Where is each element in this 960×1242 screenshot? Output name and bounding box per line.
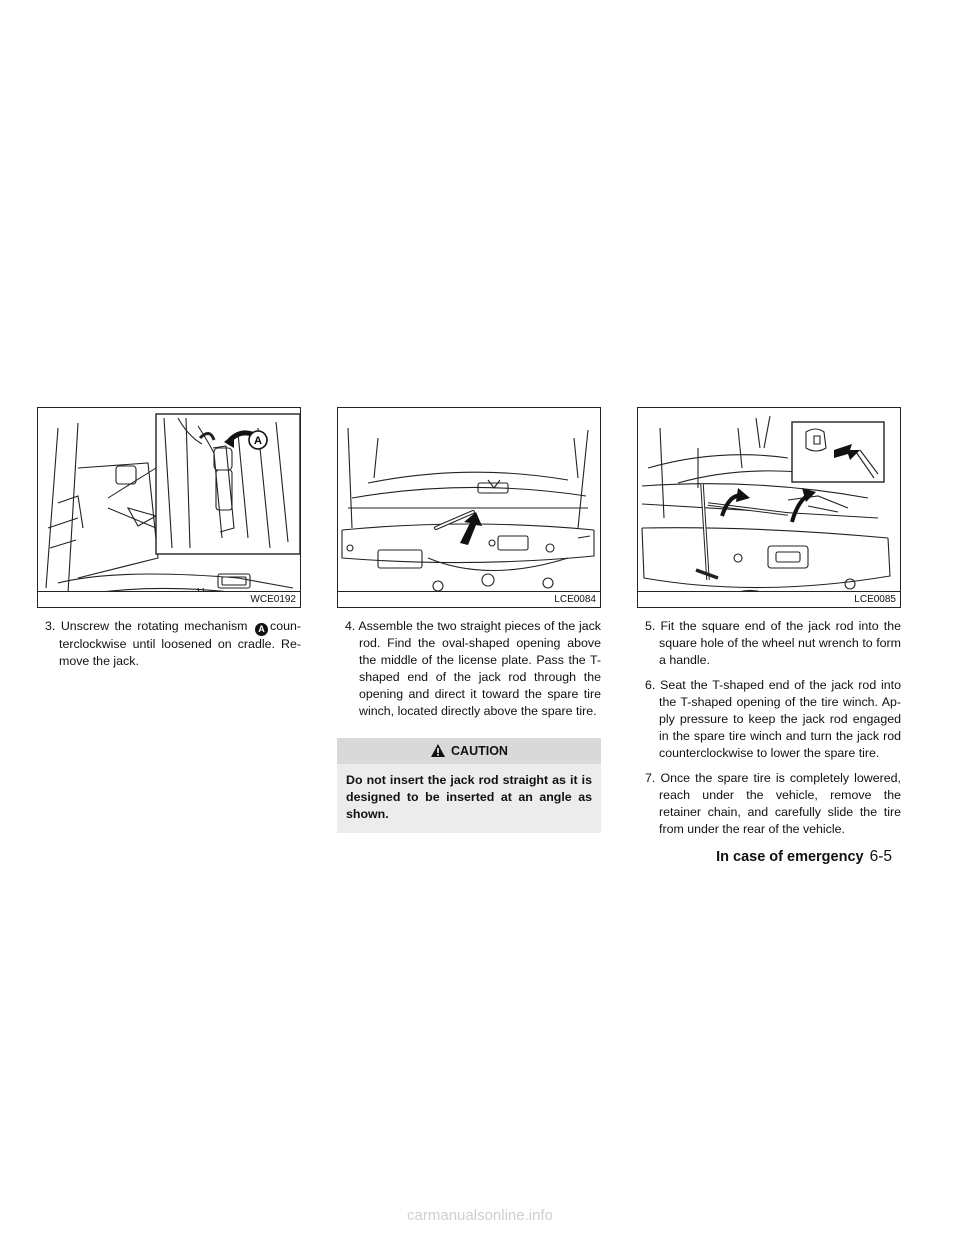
step-text: Unscrew the rotating mechanism (60, 619, 248, 633)
caution-text: Do not insert the jack rod straight as it is designed to be inserted at an angle as shown. (337, 764, 601, 833)
column-2 (337, 407, 601, 833)
column-3 (637, 407, 901, 838)
column-1 (37, 407, 301, 670)
marker-a-icon: A (255, 623, 268, 636)
winch-illustration (638, 408, 900, 607)
section-title: In case of emergency (716, 849, 864, 865)
figure-code: WCE0192 (38, 591, 300, 607)
step-text: Assemble the two straight pieces of the jack rod. Find the oval-shaped opening above the middle of the license plate. Pass the T-shaped end of the jack rod through the opening and direct it toward the spare tire winch, located directly above the spare tire. (358, 619, 601, 718)
figure-jack-rod-insert (337, 407, 601, 608)
step-6 (637, 677, 901, 762)
figure-callout-a: A (254, 435, 262, 447)
step-number: 5. (645, 619, 656, 633)
figure-code: LCE0084 (338, 591, 600, 607)
figure-jack-unscrew (37, 407, 301, 608)
caution-header (337, 738, 601, 764)
step-number: 7. (645, 771, 656, 785)
step-text-cont: coun-terclockwise until loosened on cradle. Re-move the jack. (59, 619, 301, 668)
watermark: carmanualsonline.info (407, 1207, 553, 1224)
warning-icon (430, 743, 446, 759)
page-footer (716, 848, 892, 866)
step-number: 6. (645, 678, 656, 692)
step-text: Once the spare tire is completely lowered, reach under the vehicle, remove the retainer chain, and carefully slide the tire from under the rear of the vehicle. (659, 771, 901, 836)
step-number: 3. (45, 619, 56, 633)
step-5 (637, 618, 901, 669)
caution-heading: CAUTION (451, 744, 508, 758)
figure-code: LCE0085 (638, 591, 900, 607)
step-7 (637, 770, 901, 838)
step-4 (337, 618, 601, 720)
step-text: Fit the square end of the jack rod into the square hole of the wheel nut wrench to form a handle. (659, 619, 901, 667)
step-text: Seat the T-shaped end of the jack rod into the T-shaped opening of the tire winch. Ap-ply pressure to keep the jack rod engaged in the spare tire winch and turn the jack rod counterclockwise to lower the spare tire. (659, 678, 902, 760)
figure-winch-lower (637, 407, 901, 608)
jack-cradle-illustration (38, 408, 300, 607)
page-number: 6-5 (869, 848, 892, 865)
step-number: 4. (345, 619, 356, 633)
step-3 (37, 618, 301, 670)
rear-bumper-illustration (338, 408, 600, 607)
